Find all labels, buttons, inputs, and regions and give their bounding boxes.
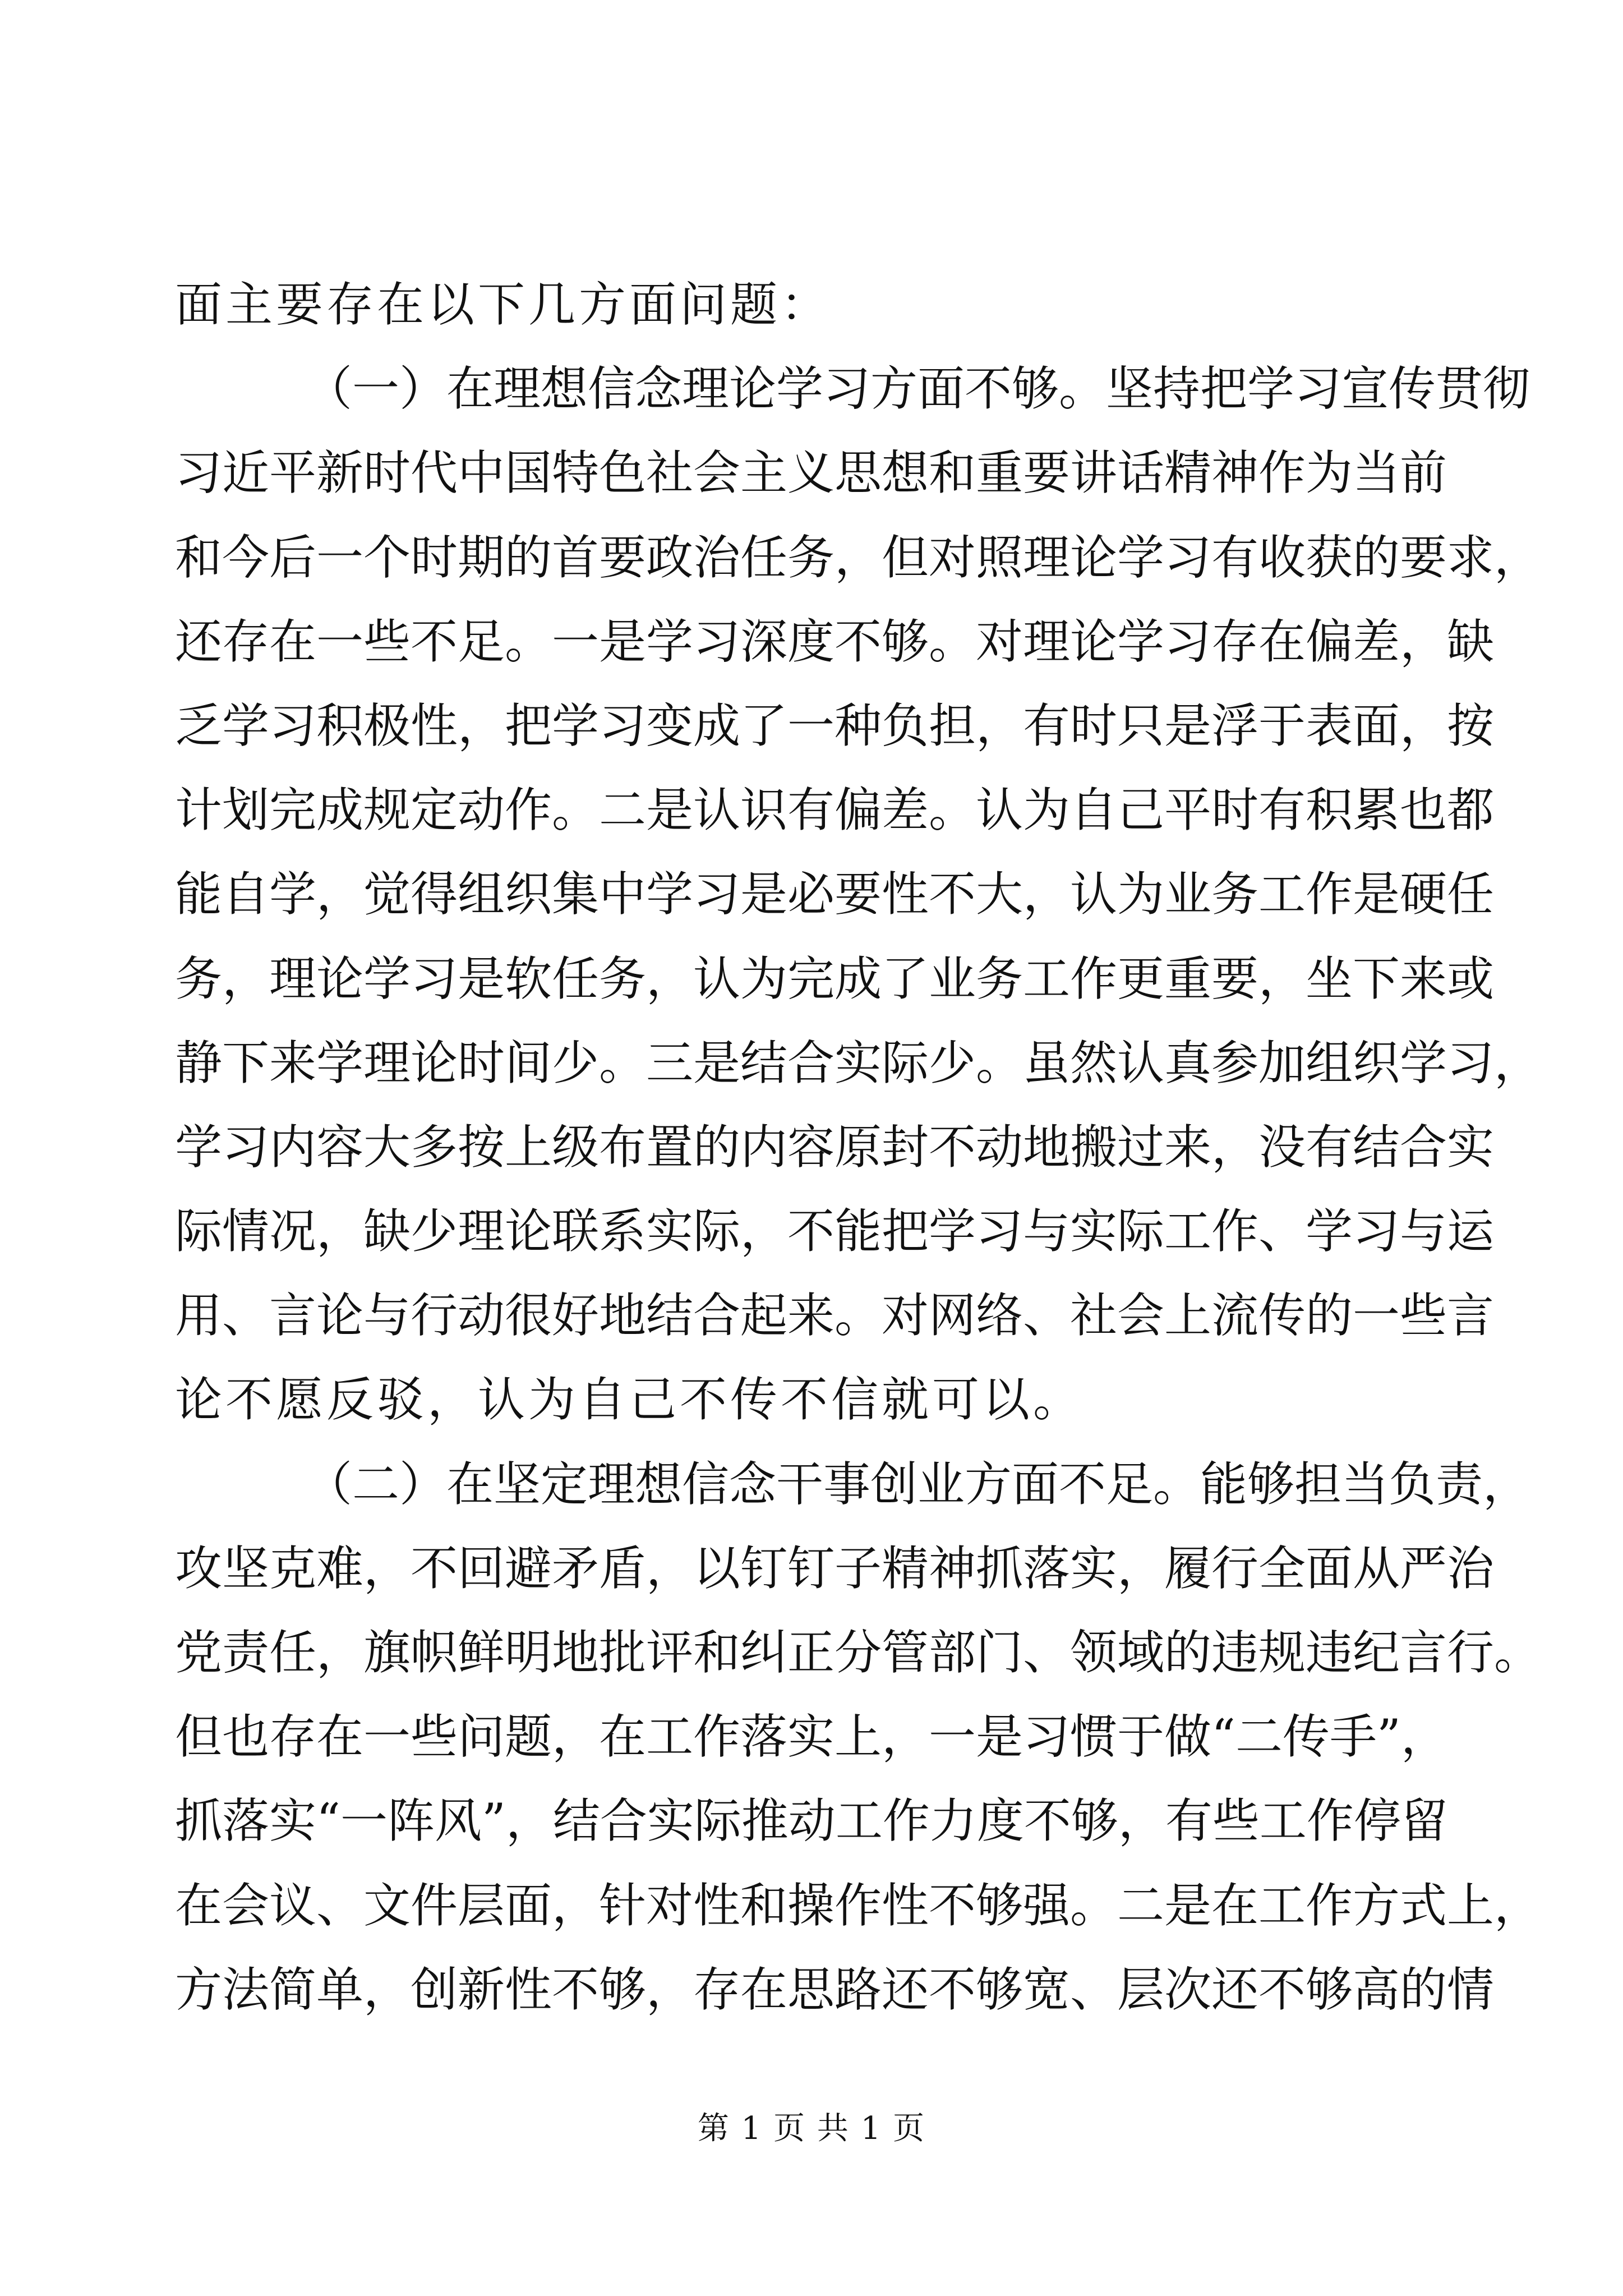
text-line: 论不愿反驳，认为自己不传不信就可以。: [175, 1372, 1084, 1428]
text-line: 静下来学理论时间少。三是结合实际少。虽然认真参加组织学习，: [175, 1035, 1542, 1091]
page-footer: 第 1 页 共 1 页: [697, 2110, 926, 2147]
text-line: 务，理论学习是软任务，认为完成了业务工作更重要，坐下来或: [175, 951, 1495, 1006]
text-line: 党责任，旗帜鲜明地批评和纠正分管部门、领域的违规违纪言行。: [175, 1625, 1542, 1680]
text-line: 计划完成规定动作。二是认识有偏差。认为自己平时有积累也都: [175, 783, 1495, 838]
text-line: 用、言论与行动很好地结合起来。对网络、社会上流传的一些言: [175, 1288, 1495, 1343]
text-line: 乏学习积极性，把学习变成了一种负担，有时只是浮于表面，按: [175, 698, 1495, 753]
text-line: 面主要存在以下几方面问题：: [175, 277, 832, 332]
text-line: 但也存在一些问题，在工作落实上，一是习惯于做“二传手”，: [175, 1709, 1448, 1765]
text-line: 学习内容大多按上级布置的内容原封不动地搬过来，没有结合实: [175, 1119, 1495, 1175]
text-line: 在会议、文件层面，针对性和操作性不够强。二是在工作方式上，: [175, 1878, 1542, 1933]
text-line: （一）在理想信念理论学习方面不够。坚持把学习宣传贯彻: [305, 361, 1530, 417]
text-line: 际情况，缺少理论联系实际，不能把学习与实际工作、学习与运: [175, 1204, 1495, 1259]
body-text: [175, 263, 1542, 2032]
text-line: 能自学，觉得组织集中学习是必要性不大，认为业务工作是硬任: [175, 867, 1495, 922]
text-line: 攻坚克难，不回避矛盾，以钉钉子精神抓落实，履行全面从严治: [175, 1540, 1495, 1596]
text-line: 方法简单，创新性不够，存在思路还不够宽、层次还不够高的情: [175, 1962, 1495, 2017]
text-line: 抓落实“一阵风”，结合实际推动工作力度不够，有些工作停留: [175, 1793, 1448, 1849]
text-line: （二）在坚定理想信念干事创业方面不足。能够担当负责，: [305, 1456, 1530, 1512]
text-line: 还存在一些不足。一是学习深度不够。对理论学习存在偏差，缺: [175, 614, 1495, 669]
text-line: 和今后一个时期的首要政治任务，但对照理论学习有收获的要求，: [175, 530, 1542, 585]
text-line: 习近平新时代中国特色社会主义思想和重要讲话精神作为当前: [175, 445, 1447, 501]
